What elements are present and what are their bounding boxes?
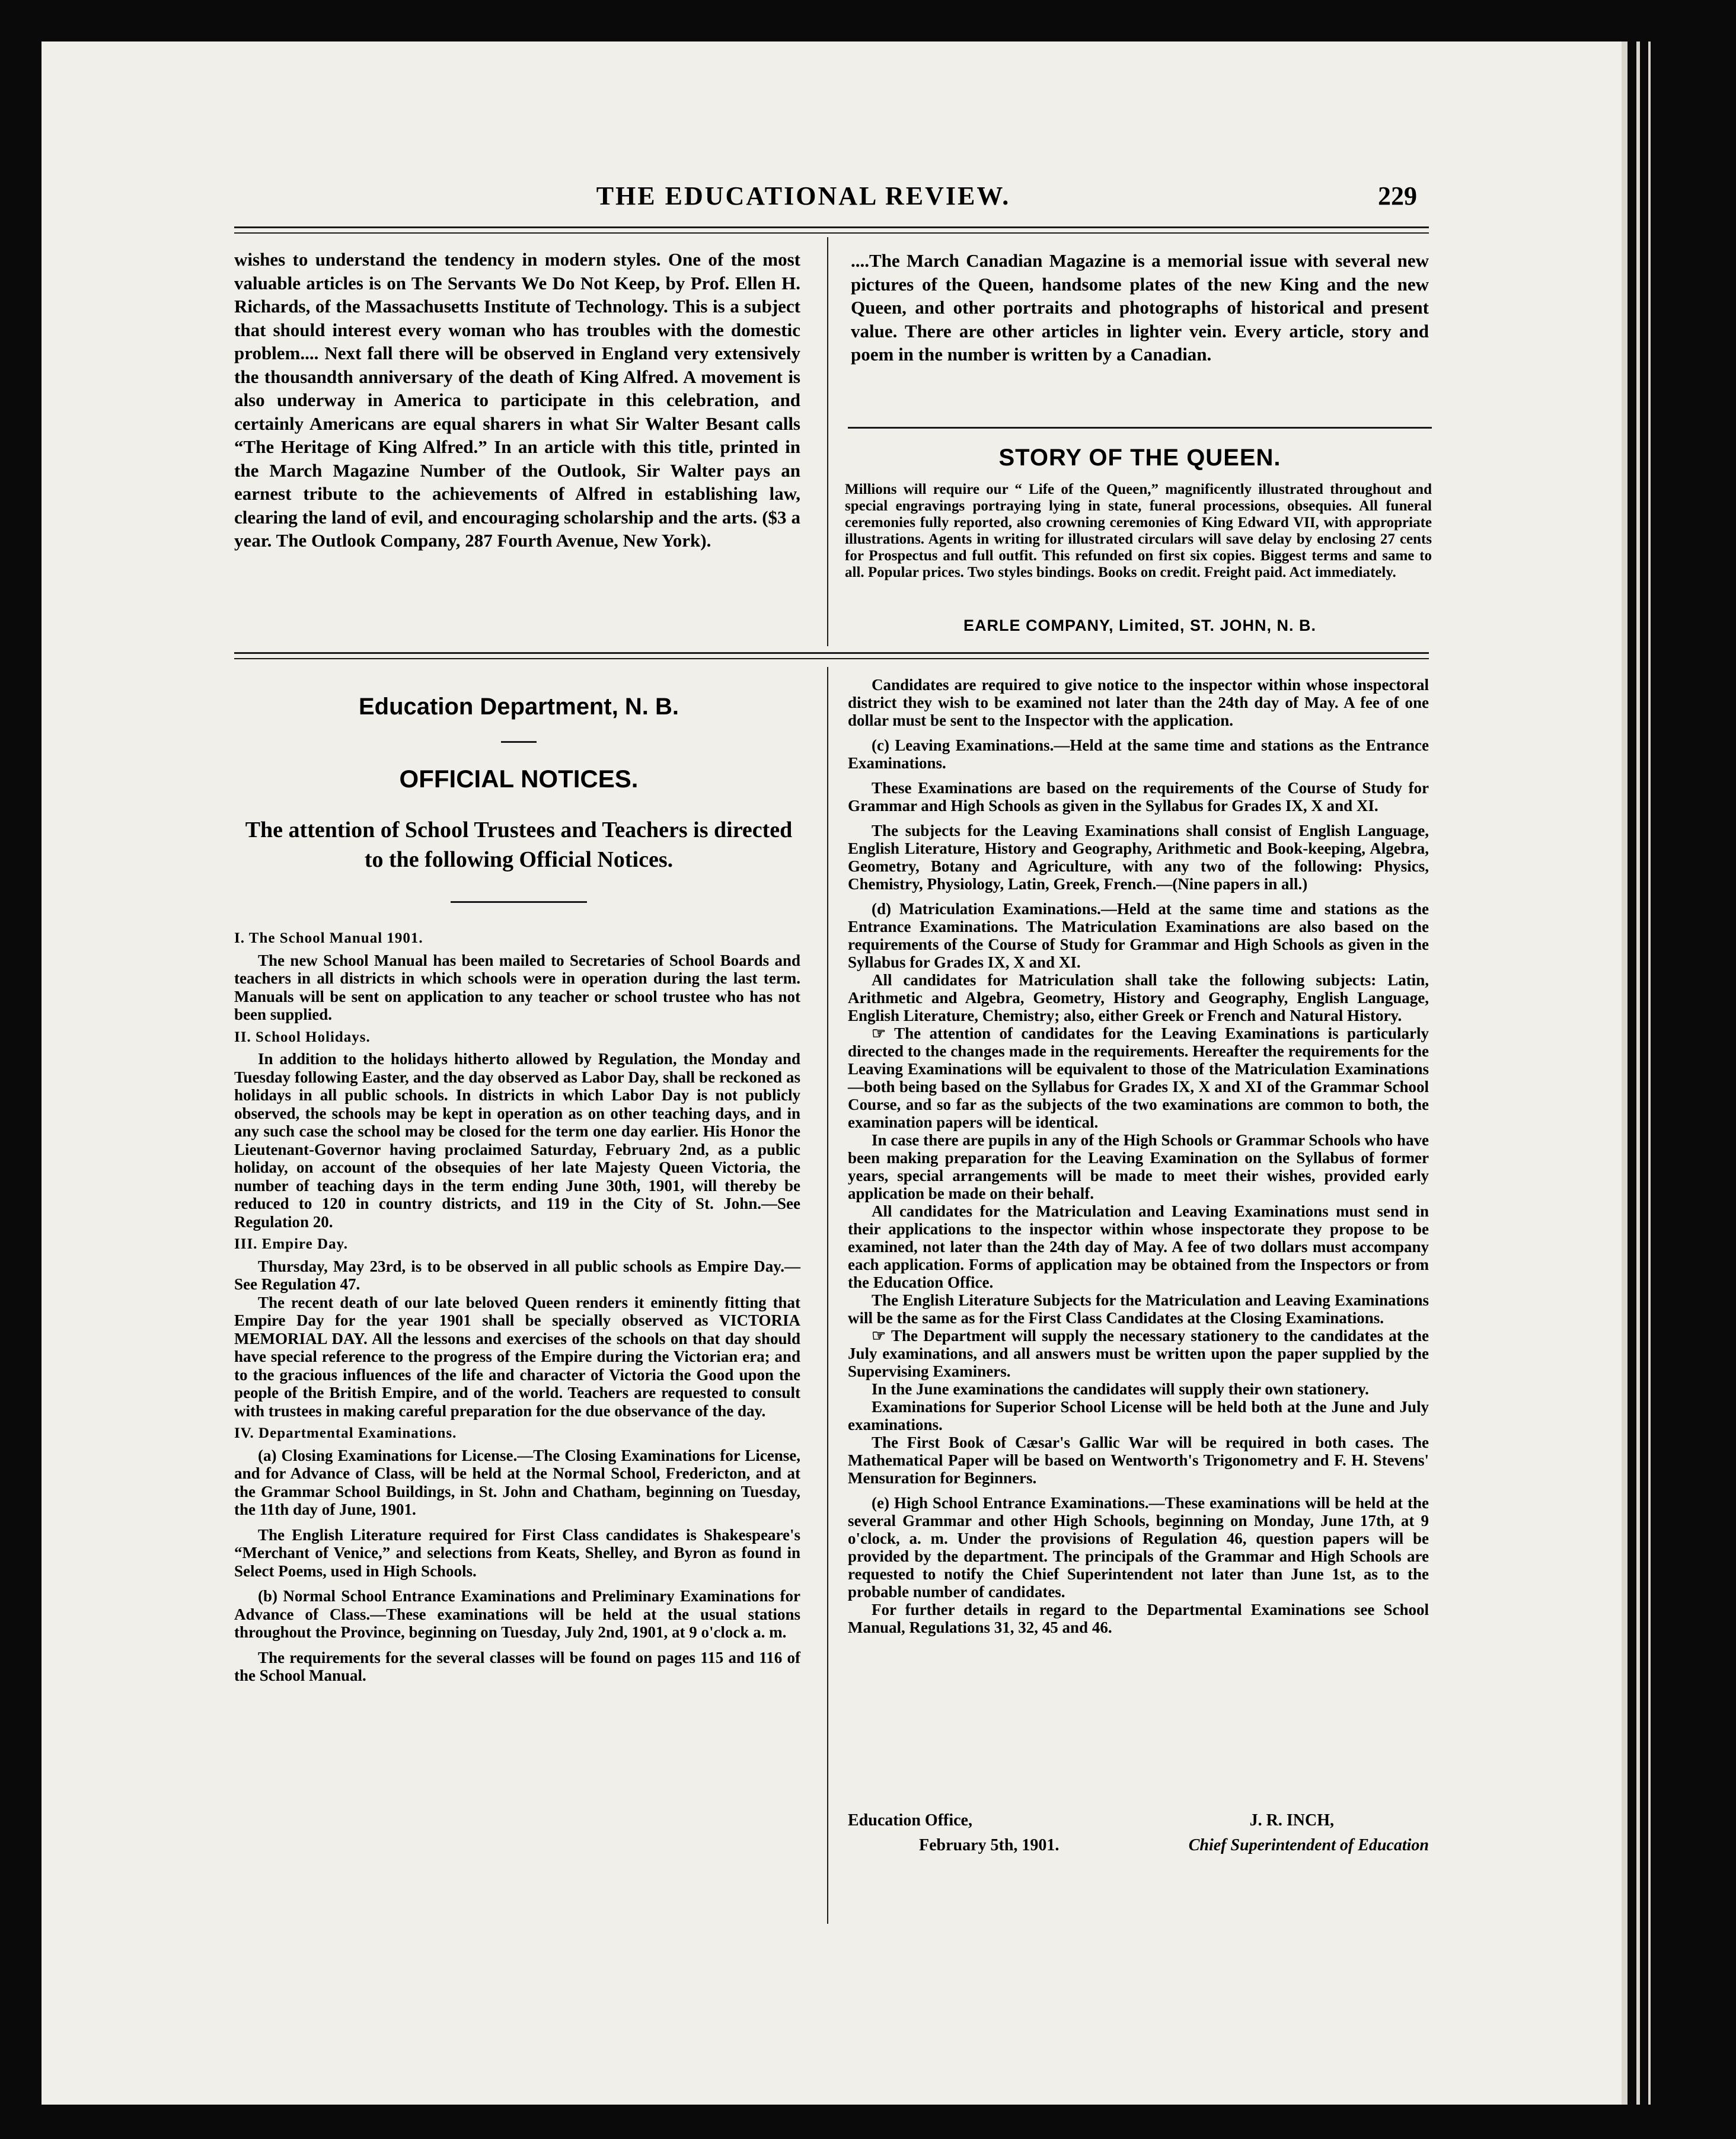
advertisement-title: STORY OF THE QUEEN. (998, 445, 1281, 471)
notice-paragraph: All candidates for Matriculation shall take the following subjects: Latin, Arithmetic and Algebra, Geometry, History and Geography, English Language, English Literature, Chemistry; also, either Greek or French and Natural History. (848, 971, 1429, 1024)
notice-paragraph: The new School Manual has been mailed to Secretaries of School Boards and teachers in all districts in which schools were in operation during the last term. Manuals will be sent on application to any teacher or school trustee who has not been supplied. (234, 951, 800, 1023)
top-left-column (234, 248, 800, 553)
advertisement-signature: EARLE COMPANY, Limited, ST. JOHN, N. B. (963, 617, 1317, 634)
notice-paragraph: Candidates are required to give notice to the inspector within whose inspectoral district they wish to be examined not later than the 24th day of May. A fee of one dollar must be sent to the Inspector with the application. (848, 676, 1429, 729)
column-rule (827, 237, 828, 646)
page-number: 229 (1378, 181, 1417, 210)
notices-intro: The attention of School Trustees and Teachers is directed to the following Official Notices. (245, 818, 793, 872)
notice-paragraph: The subjects for the Leaving Examinations shall consist of English Language, English Literature, History and Geography, Arithmetic and Book-keeping, Algebra, Geometry, Botany and Agriculture, with any two of the following: Physics, Chemistry, Physiology, Latin, Greek, French.—(Nine papers in all.) (848, 822, 1429, 893)
signature-name: J. R. INCH, (1249, 1811, 1334, 1830)
notice-paragraph: Thursday, May 23rd, is to be observed in all public schools as Empire Day.—See Regulation 47. (234, 1257, 800, 1293)
header-rule (234, 232, 1429, 234)
notice-paragraph: In case there are pupils in any of the High Schools or Grammar Schools who have been making preparation for the Leaving Examination on the Syllabus of former years, special arrangements will be made to meet their wishes, provided early application be made on their behalf. (848, 1131, 1429, 1202)
section-rule (234, 658, 1429, 659)
page-edge (1648, 41, 1651, 2105)
running-head: THE EDUCATIONAL REVIEW. (596, 181, 1011, 210)
canadian-magazine-paragraph: ....The March Canadian Magazine is a memorial issue with several new pictures of the Queen, handsome plates of the new King and the new Queen, and other portraits and photographs of historical and present value. There are other articles in lighter vein. Every article, story and poem in the number is written by a Canadian. (851, 250, 1429, 365)
signature-block (848, 1808, 1429, 1858)
notice-paragraph: All candidates for the Matriculation and Leaving Examinations must send in their applications to the inspector within whose inspectorate they propose to be examined, not later than the 24th day of May. A fee of two dollars must accompany each application. Forms of application may be obtained from the Inspectors or from the Education Office. (848, 1202, 1429, 1291)
department-title: Education Department, N. B. (358, 694, 679, 720)
notice-paragraph: (c) Leaving Examinations.—Held at the same time and stations as the Entrance Examinations. (848, 736, 1429, 772)
section-heading: II. School Holidays. (234, 1029, 371, 1045)
advertisement-body: Millions will require our “ Life of the Queen,” magnificently illustrated throughout and special engravings portraying lying in state, funeral processions, obsequies. All funeral ceremonies fully reported, also crowning ceremonies of King Edward VII, with appropriate illustrations. Agents in writing for illustrated circulars will save delay by enclosing 27 cents for Prospectus and full outfit. This refunded on first six copies. Biggest terms and same to all. Popular prices. Two styles bindings. Books on credit. Freight paid. Act immediately. (845, 481, 1432, 580)
notice-paragraph: The recent death of our late beloved Queen renders it eminently fitting that Empire Day for the year 1901 shall be specially observed as VICTORIA MEMORIAL DAY. All the lessons and exercises of the schools on that day should have special reference to the progress of the Empire during the Victorian era; and to the gracious influences of the life and character of Victoria the Good upon the people of the British Empire, and of the world. Teachers are requested to consult with trustees in making careful preparation for the due observance of the day. (234, 1293, 800, 1420)
notices-left-column (234, 925, 800, 1685)
notice-paragraph: Examinations for Superior School License will be held both at the June and July examinations. (848, 1398, 1429, 1434)
section-heading: III. Empire Day. (234, 1236, 348, 1252)
ad-rule (848, 427, 1432, 429)
title-rule (451, 901, 587, 903)
title-dash (501, 741, 537, 743)
signature-title (1189, 1833, 1429, 1858)
notice-paragraph: (a) Closing Examinations for License.—The Closing Examinations for License, and for Advance of Class, will be held at the Normal School, Fredericton, and at the Grammar School Buildings, in St. John and Chatham, beginning on Tuesday, the 11th day of June, 1901. (234, 1446, 800, 1518)
column-rule (827, 667, 828, 1924)
section-heading: I. The School Manual 1901. (234, 930, 423, 946)
notice-paragraph: ☞ The attention of candidates for the Leaving Examinations is particularly directed to the changes made in the requirements. Hereafter the requirements for the Leaving Examinations will be equivalent to those of the Matriculation Examinations—both being based on the Syllabus for Grades IX, X and XI of the Grammar School Course, and so far as the subjects of the two examinations are common to both, the examination papers will be identical. (848, 1024, 1429, 1131)
top-right-column (851, 249, 1429, 366)
page-edge (1622, 41, 1628, 2105)
page-edge (1636, 41, 1640, 2105)
signature-title-text: Chief Superintendent of Education (1188, 1836, 1429, 1854)
notices-title: OFFICIAL NOTICES. (399, 765, 639, 793)
signature-office: Education Office, (848, 1811, 972, 1830)
notices-right-column (848, 676, 1429, 1636)
notice-paragraph: (d) Matriculation Examinations.—Held at the same time and stations as the Entrance Examinations. The Matriculation Examinations are also based on the requirements of the Course of Study for Grammar and High Schools as given in the Syllabus for Grades IX, X and XI. (848, 900, 1429, 971)
notice-paragraph: (e) High School Entrance Examinations.—These examinations will be held at the several Grammar and other High Schools, beginning on Monday, June 17th, at 9 o'clock, a. m. Under the provisions of Regulation 46, question papers will be provided by the department. The principals of the Grammar and High Schools are requested to notify the Chief Superintendent not later than June 1st, as to the probable number of candidates. (848, 1494, 1429, 1601)
review-paragraph: wishes to understand the tendency in modern styles. One of the most valuable articles is on The Servants We Do Not Keep, by Prof. Ellen H. Richards, of the Massachusetts Institute of Technology. This is a subject that should interest every woman who has troubles with the domestic problem.... Next fall there will be observed in England very extensively the thousandth anniversary of the death of King Alfred. A movement is also underway in America to participate in this celebration, and certainly Americans are equal sharers in what Sir Walter Besant calls “The Heritage of King Alfred.” In an article with this title, printed in the March Magazine Number of the Outlook, Sir Walter pays an earnest tribute to the achievements of Alfred in establishing law, clearing the land of evil, and encouraging scholarship and the arts. ($3 a year. The Outlook Company, 287 Fourth Avenue, New York). (234, 249, 800, 551)
notice-paragraph: ☞ The Department will supply the necessary stationery to the candidates at the July examinations, and all answers must be written upon the paper supplied by the Supervising Examiners. (848, 1327, 1429, 1380)
signature-date: February 5th, 1901. (919, 1836, 1060, 1854)
notice-paragraph: (b) Normal School Entrance Examinations and Preliminary Examinations for Advance of Class.—These examinations will be held at the usual stations throughout the Province, beginning on Tuesday, July 2nd, 1901, at 9 o'clock a. m. (234, 1587, 800, 1641)
notice-paragraph: In the June examinations the candidates will supply their own stationery. (872, 1380, 1369, 1398)
notice-paragraph: The English Literature Subjects for the Matriculation and Leaving Examinations will be the same as for the First Class Candidates at the Closing Examinations. (848, 1291, 1429, 1327)
notice-paragraph: In addition to the holidays hitherto allowed by Regulation, the Monday and Tuesday following Easter, and the day observed as Labor Day, shall be reckoned as holidays in all public schools. In districts in which Labor Day is not publicly observed, the schools may be kept in operation as on other teaching days, and in any such case the school may be closed for the term one day earlier. His Honor the Lieutenant-Governor having proclaimed Saturday, February 2nd, as a public holiday, on account of the obsequies of her late Majesty Queen Victoria, the number of teaching days in the term ending June 30th, 1901, will thereby be reduced to 120 in country districts, and 119 in the City of St. John.—See Regulation 20. (234, 1050, 800, 1231)
header-rule (234, 226, 1429, 228)
section-rule (234, 652, 1429, 654)
notice-paragraph: The First Book of Cæsar's Gallic War will be required in both cases. The Mathematical Paper will be based on Wentworth's Trigonometry and F. H. Stevens' Mensuration for Beginners. (848, 1434, 1429, 1487)
notice-paragraph: For further details in regard to the Departmental Examinations see School Manual, Regulations 31, 32, 45 and 46. (848, 1601, 1429, 1636)
notice-paragraph: The requirements for the several classes will be found on pages 115 and 116 of the School Manual. (234, 1648, 800, 1684)
notice-paragraph: These Examinations are based on the requirements of the Course of Study for Grammar and High Schools as given in the Syllabus for Grades IX, X and XI. (848, 779, 1429, 815)
notice-paragraph: The English Literature required for First Class candidates is Shakespeare's “Merchant of Venice,” and selections from Keats, Shelley, and Byron as found in Select Poems, used in High Schools. (234, 1525, 800, 1580)
section-heading: IV. Departmental Examinations. (234, 1425, 457, 1441)
